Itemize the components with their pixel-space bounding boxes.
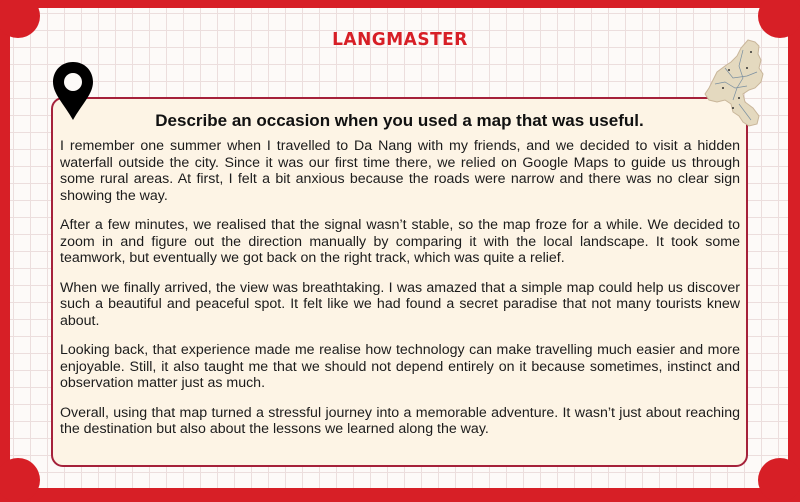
frame-corner-bottom-right bbox=[758, 458, 800, 502]
answer-body bbox=[60, 138, 740, 451]
paragraph: I remember one summer when I travelled to Da Nang with my friends, and we decided to visit a hidden waterfall outside the city. Since it was our first time there, we relied on Google Maps to guide us through some rural areas. At first, I felt a bit anxious because the roads were narrow and there was no clear sign showing the way. bbox=[60, 138, 740, 204]
paragraph: After a few minutes, we realised that the signal wasn’t stable, so the map froze for a while. We decided to zoom in and figure out the direction manually by comparing it with the local landscape. It took some teamwork, but eventually we got back on the right track, which was quite a relief. bbox=[60, 217, 740, 266]
frame-corner-bottom-left bbox=[0, 458, 40, 502]
paragraph: Looking back, that experience made me realise how technology can make travelling much easier and more enjoyable. Still, it also taught me that we should not depend entirely on it because sometimes, instinct and observation matter just as much. bbox=[60, 342, 740, 391]
map-pin-icon bbox=[50, 60, 96, 122]
question-title: Describe an occasion when you used a map that was useful. bbox=[155, 111, 644, 130]
region-map-illustration bbox=[703, 38, 775, 130]
paragraph: When we finally arrived, the view was breathtaking. I was amazed that a simple map could help us discover such a beautiful and peaceful spot. It felt like we had found a secret paradise that not many tourists knew about. bbox=[60, 279, 740, 329]
brand-logo: LANGMASTER bbox=[332, 29, 468, 51]
paragraph: Overall, using that map turned a stressful journey into a memorable adventure. It wasn’t just about reaching the destination but also about the lessons we learned along the way. bbox=[60, 404, 740, 437]
answer-card bbox=[51, 97, 748, 467]
